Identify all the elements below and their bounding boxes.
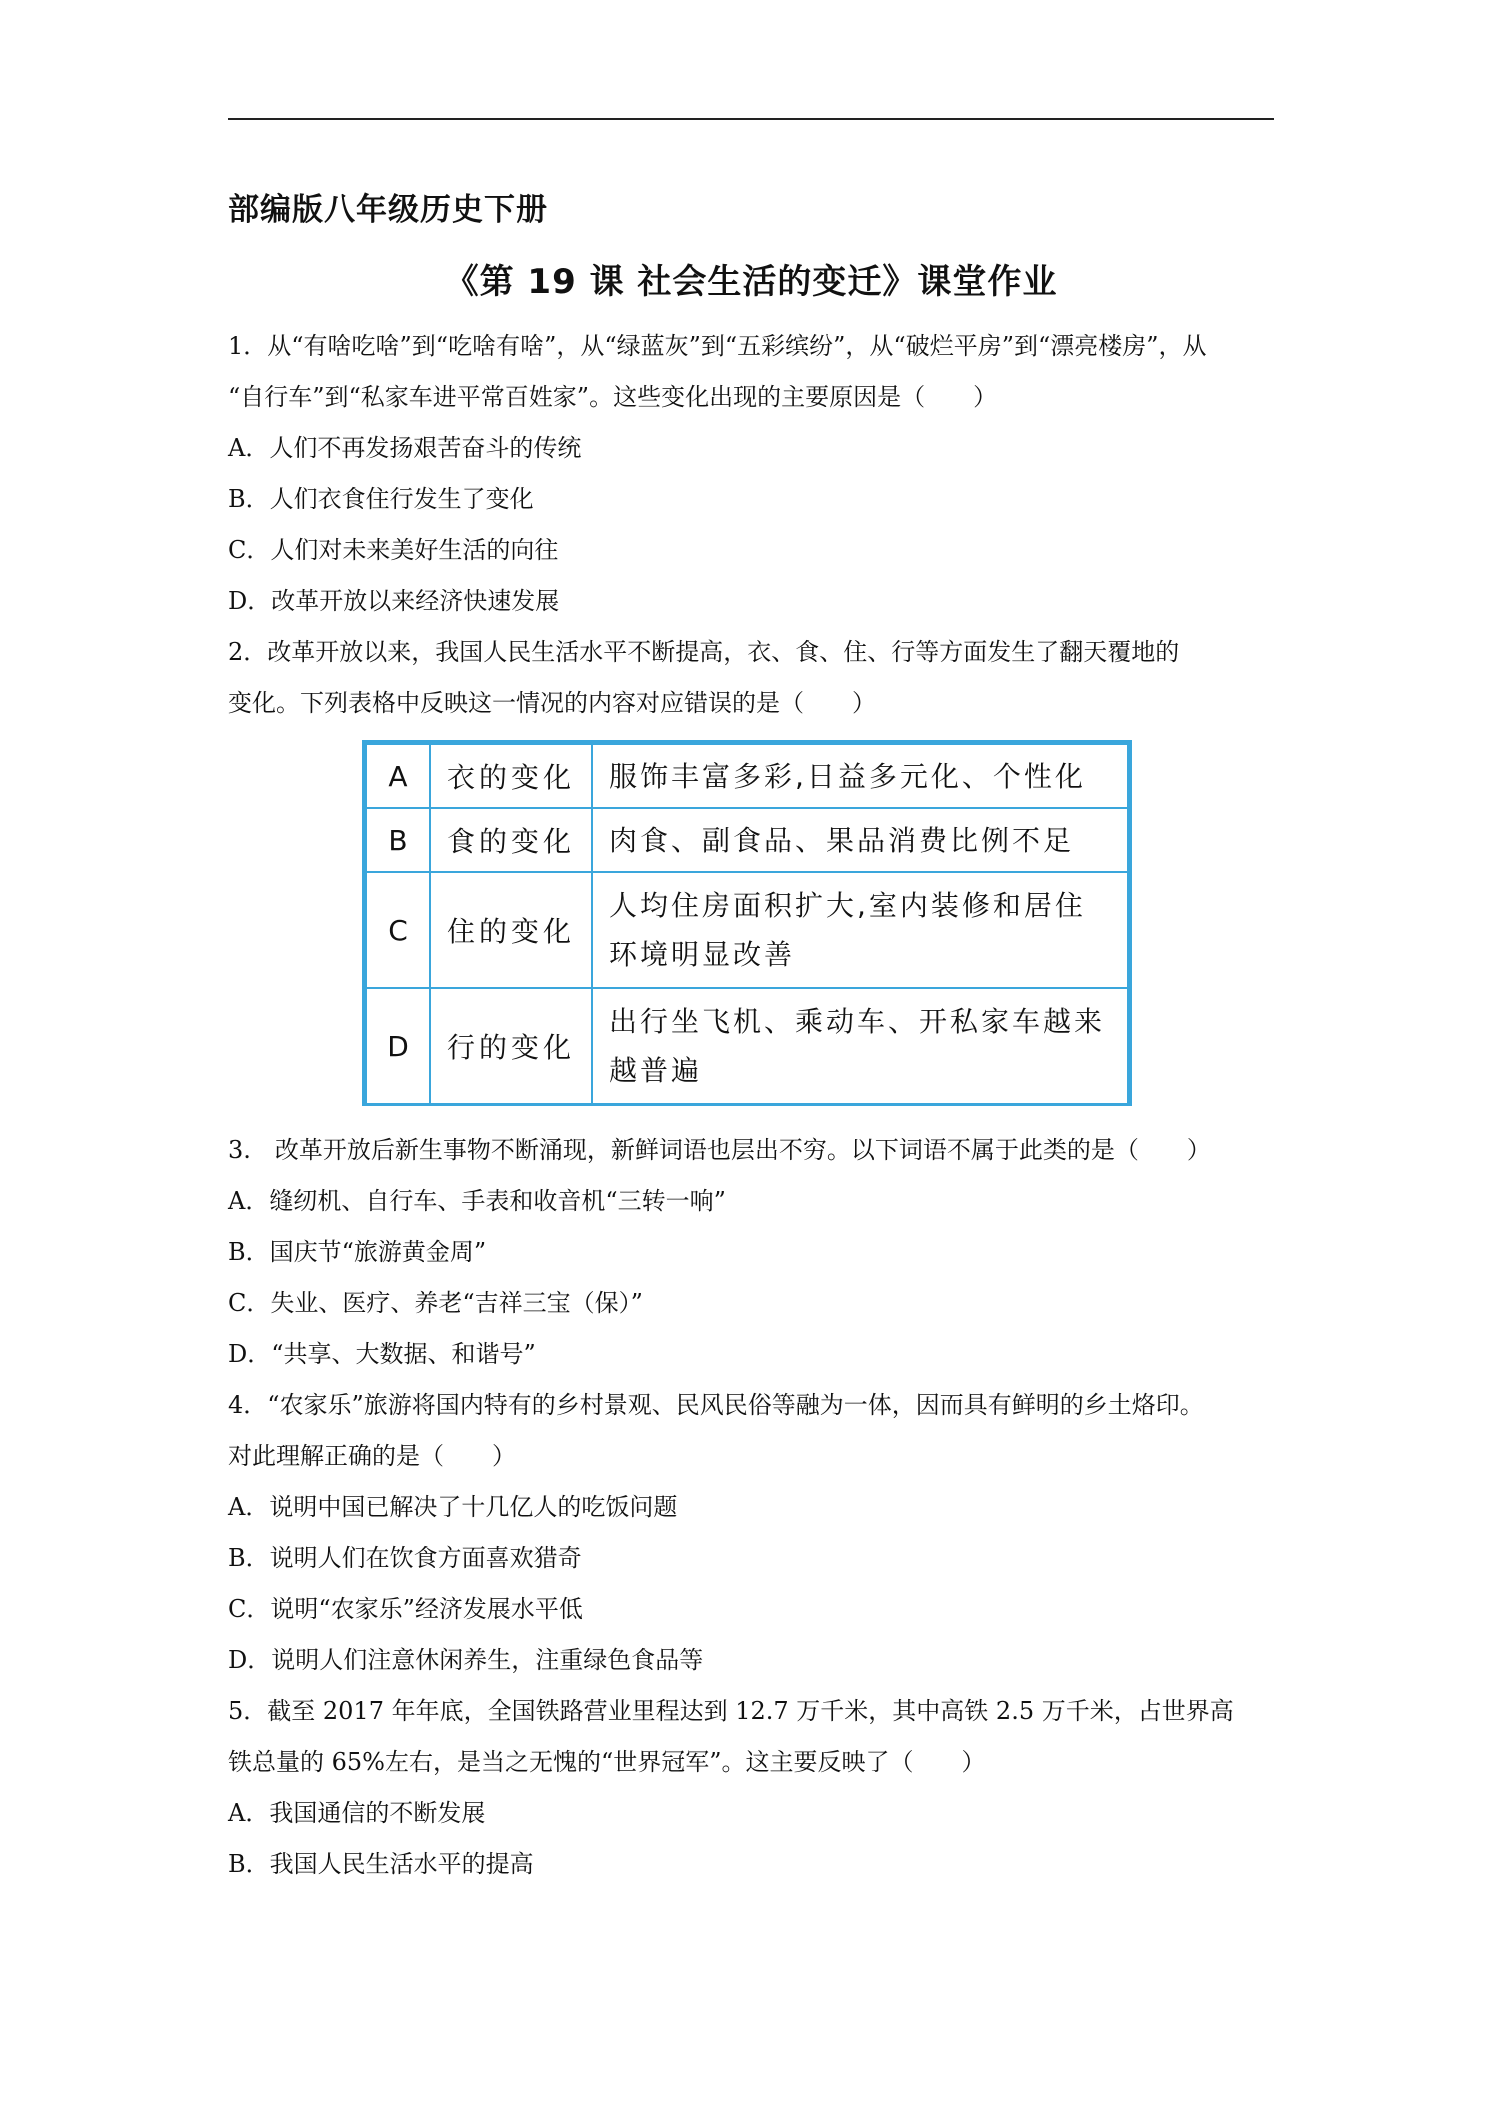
table-row (366, 988, 1128, 1104)
table-cell-letter: C (366, 872, 430, 988)
q5-stem-line2: 铁总量的 65%左右，是当之无愧的“世界冠军”。这主要反映了（ ） (228, 1748, 986, 1776)
q4-option-b: B．说明人们在饮食方面喜欢猎奇 (228, 1544, 582, 1572)
table-cell-aspect: 食的变化 (430, 808, 592, 872)
lifestyle-change-table (362, 740, 1132, 1106)
table-cell-aspect: 住的变化 (430, 872, 592, 988)
q1-stem-line2: “自行车”到“私家车进平常百姓家”。这些变化出现的主要原因是（ ） (228, 383, 998, 411)
q2-stem-line1: 2．改革开放以来，我国人民生活水平不断提高，衣、食、住、行等方面发生了翻天覆地的 (228, 638, 1180, 666)
table-row (366, 744, 1128, 808)
lesson-title: 《第 19 课 社会生活的变迁》课堂作业 (444, 262, 1058, 302)
q5-option-b: B．我国人民生活水平的提高 (228, 1850, 534, 1878)
q1-stem-line1: 1．从“有啥吃啥”到“吃啥有啥”，从“绿蓝灰”到“五彩缤纷”，从“破烂平房”到“漂亮楼房”，从 (228, 332, 1207, 360)
q5-stem-line1: 5．截至 2017 年年底，全国铁路营业里程达到 12.7 万千米，其中高铁 2.5 万千米，占世界高 (228, 1697, 1234, 1725)
table-cell-aspect: 衣的变化 (430, 744, 592, 808)
table-cell-desc: 服饰丰富多彩,日益多元化、个性化 (592, 744, 1128, 808)
q4-stem-line2: 对此理解正确的是（ ） (228, 1442, 516, 1470)
table-cell-letter: D (366, 988, 430, 1104)
table-cell-aspect: 行的变化 (430, 988, 592, 1104)
q5-option-a: A．我国通信的不断发展 (228, 1799, 486, 1827)
table-cell-desc: 人均住房面积扩大,室内装修和居住环境明显改善 (592, 872, 1128, 988)
q3-option-b: B．国庆节“旅游黄金周” (228, 1238, 487, 1266)
table-row (366, 872, 1128, 988)
table-cell-desc: 出行坐飞机、乘动车、开私家车越来越普遍 (592, 988, 1128, 1104)
q3-stem-line1: 3. 改革开放后新生事物不断涌现，新鲜词语也层出不穷。以下词语不属于此类的是（ ） (228, 1136, 1211, 1164)
q1-option-c: C．人们对未来美好生活的向往 (228, 536, 559, 564)
q3-option-a: A．缝纫机、自行车、手表和收音机“三转一响” (228, 1187, 726, 1215)
q1-option-a: A．人们不再发扬艰苦奋斗的传统 (228, 434, 582, 462)
q1-option-d: D．改革开放以来经济快速发展 (228, 587, 560, 615)
q4-stem-line1: 4．“农家乐”旅游将国内特有的乡村景观、民风民俗等融为一体，因而具有鲜明的乡土烙印。 (228, 1391, 1204, 1419)
q4-option-c: C．说明“农家乐”经济发展水平低 (228, 1595, 583, 1623)
q4-option-a: A．说明中国已解决了十几亿人的吃饭问题 (228, 1493, 678, 1521)
header-rule (228, 118, 1274, 120)
q3-option-c: C．失业、医疗、养老“吉祥三宝（保）” (228, 1289, 643, 1317)
table-cell-letter: B (366, 808, 430, 872)
table-row (366, 808, 1128, 872)
series-label: 部编版八年级历史下册 (228, 192, 548, 228)
q4-option-d: D．说明人们注意休闲养生，注重绿色食品等 (228, 1646, 704, 1674)
table-cell-letter: A (366, 744, 430, 808)
q3-option-d: D．“共享、大数据、和谐号” (228, 1340, 536, 1368)
q2-stem-line2: 变化。下列表格中反映这一情况的内容对应错误的是（ ） (228, 689, 876, 717)
q1-option-b: B．人们衣食住行发生了变化 (228, 485, 534, 513)
table-cell-desc: 肉食、副食品、果品消费比例不足 (592, 808, 1128, 872)
